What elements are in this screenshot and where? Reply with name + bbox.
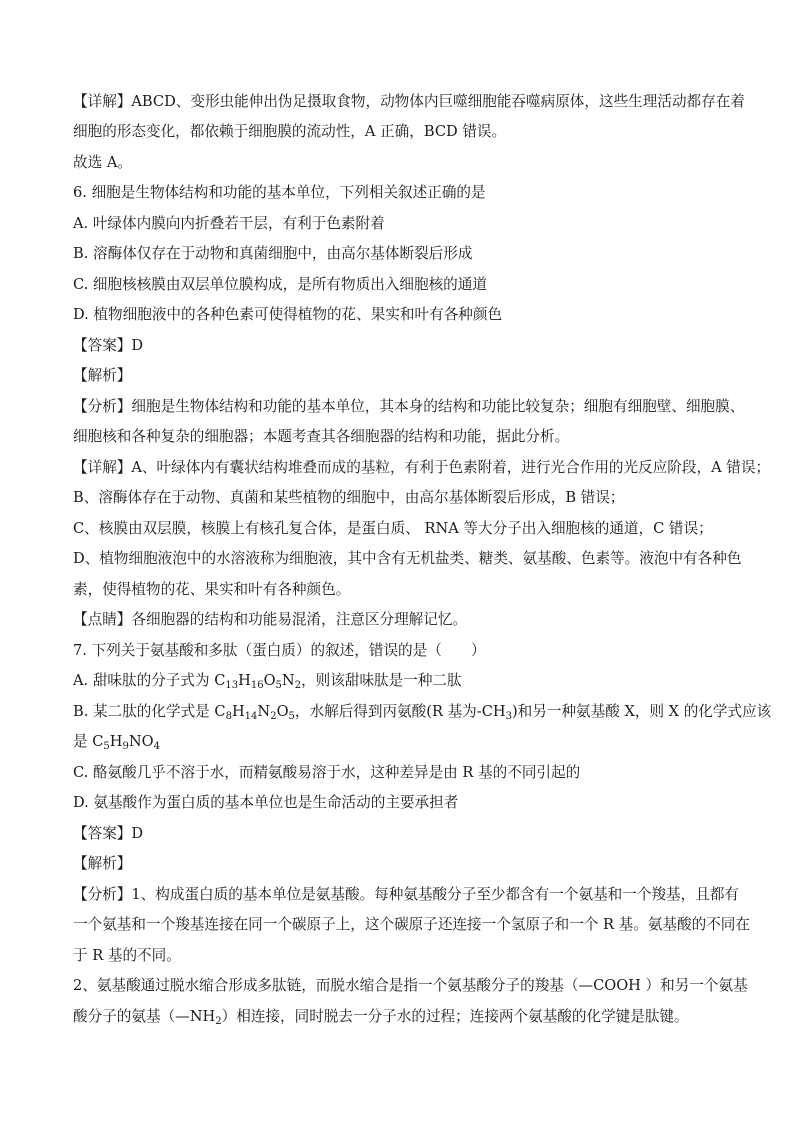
option-6b: B. 溶酶体仅存在于动物和真菌细胞中，由高尔基体断裂后形成 — [73, 245, 473, 262]
answer-7: 【答案】D — [73, 825, 144, 842]
option-7c: C. 酪氨酸几乎不溶于水，而精氨酸易溶于水，这种差异是由 R 基的不同引起的 — [73, 764, 581, 781]
text-line: 素，使得植物的花、果实和叶有各种颜色。 — [73, 581, 351, 598]
option-6d: D. 植物细胞液中的各种色素可使得植物的花、果实和叶有各种颜色 — [73, 306, 503, 323]
text-line: 【详解】A、叶绿体内有囊状结构堆叠而成的基粒，有利于色素附着，进行光合作用的光反应阶段，A 错误； — [73, 459, 771, 476]
option-7a: A. 甜味肽的分子式为 $C_{13}H_{16}O_5N_2$，则该甜味肽是一种二肽 — [73, 672, 462, 691]
text-line: D、植物细胞液泡中的水溶液称为细胞液，其中含有无机盐类、糖类、氨基酸、色素等。液泡中有各种色 — [73, 550, 742, 567]
analysis-heading-7: 【解析】 — [73, 855, 132, 872]
option-7d: D. 氨基酸作为蛋白质的基本单位也是生命活动的主要承担者 — [73, 794, 459, 811]
text-line: 【详解】ABCD、变形虫能伸出伪足摄取食物，动物体内巨噬细胞能吞噬病原体，这些生理活动都存在着 — [73, 93, 745, 110]
text-line: C、核膜由双层膜，核膜上有核孔复合体，是蛋白质、 RNA 等大分子出入细胞核的通道，C 错误； — [73, 520, 713, 537]
text-line: 酸分子的氨基$(—NH_2)$相连接，同时脱去一分子水的过程；连接两个氨基酸的化学键是肽键。 — [73, 1008, 689, 1027]
option-7b-cont: 是 $C_5H_9NO_4$ — [73, 733, 160, 752]
option-6c: C. 细胞核核膜由双层单位膜构成，是所有物质出入细胞核的通道 — [73, 276, 487, 293]
text-line: 【分析】细胞是生物体结构和功能的基本单位，其本身的结构和功能比较复杂；细胞有细胞壁、细胞膜、 — [73, 398, 745, 415]
tip-6: 【点睛】各细胞器的结构和功能易混淆，注意区分理解记忆。 — [73, 611, 468, 628]
question-7: 7. 下列关于氨基酸和多肽（蛋白质）的叙述，错误的是（ ） — [73, 642, 486, 659]
text-line: 细胞的形态变化，都依赖于细胞膜的流动性，A 正确，BCD 错误。 — [73, 123, 507, 140]
text-line: 故选 A。 — [73, 154, 132, 171]
text-line: 于 R 基的不同。 — [73, 947, 181, 964]
text-line: B、溶酶体存在于动物、真菌和某些植物的细胞中，由高尔基体断裂后形成，B 错误； — [73, 489, 625, 506]
option-6a: A. 叶绿体内膜向内折叠若干层，有利于色素附着 — [73, 215, 385, 232]
answer-6: 【答案】D — [73, 337, 144, 354]
text-line: 一个氨基和一个羧基连接在同一个碳原子上，这个碳原子还连接一个氢原子和一个 R 基。氨基酸的不同在 — [73, 916, 750, 933]
analysis-heading-6: 【解析】 — [73, 367, 132, 384]
question-6: 6. 细胞是生物体结构和功能的基本单位，下列相关叙述正确的是 — [73, 184, 486, 201]
text-line: 【分析】1、构成蛋白质的基本单位是氨基酸。每种氨基酸分子至少都含有一个氨基和一个羧基，且都有 — [73, 886, 740, 903]
text-line: 细胞核和各种复杂的细胞器；本题考查其各细胞器的结构和功能，据此分析。 — [73, 428, 570, 445]
text-line: 2、氨基酸通过脱水缩合形成多肽链，而脱水缩合是指一个氨基酸分子的羧基（—COOH ）和另一个氨基 — [73, 977, 748, 994]
option-7b: B. 某二肽的化学式是 $C_8H_{14}N_2O_5$，水解后得到丙氨酸(R 基为$-CH_3$)和另一种氨基酸 X，则 X 的化学式应该 — [73, 703, 772, 722]
